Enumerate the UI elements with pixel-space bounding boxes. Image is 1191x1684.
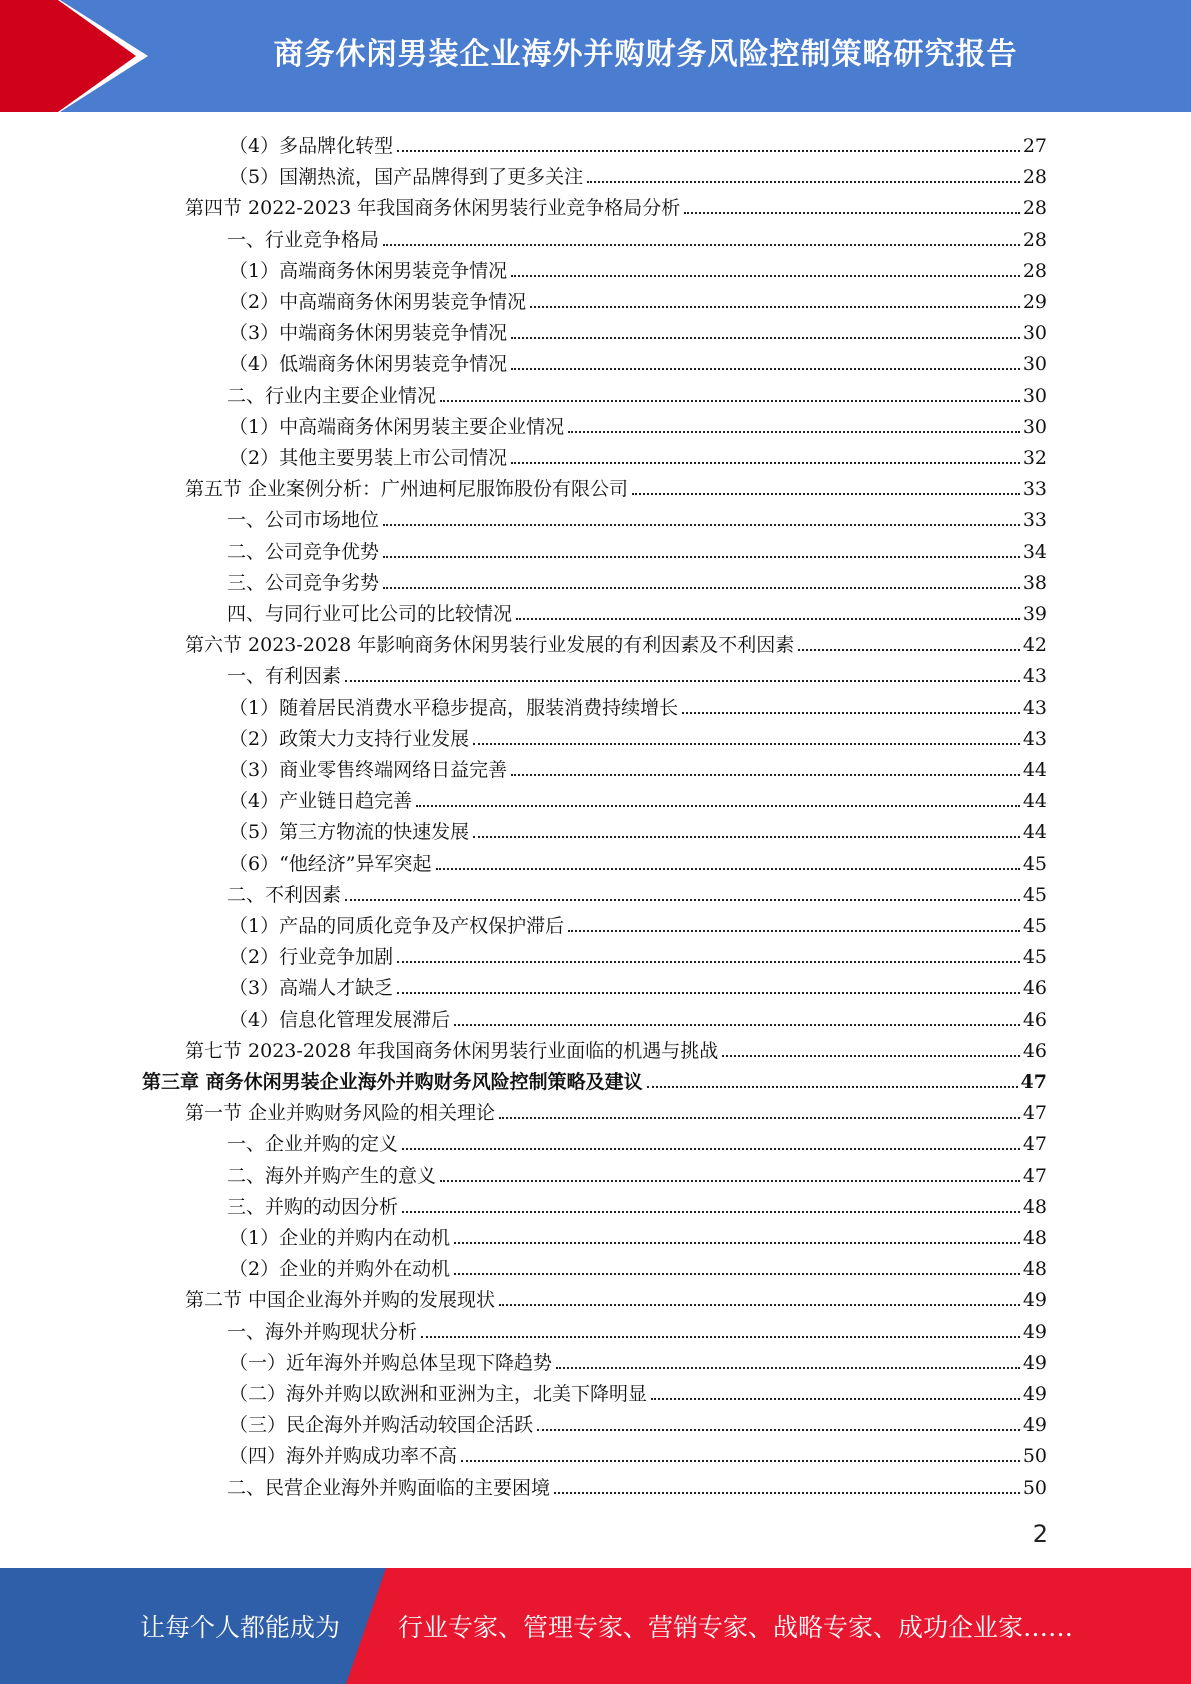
toc-entry-page: 33 [1022, 509, 1047, 532]
toc-leader-dots [511, 275, 1020, 277]
toc-entry-label: （2）企业的并购外在动机 [229, 1258, 451, 1281]
toc-entry-label: （6）“他经济”异军突起 [229, 852, 432, 875]
toc-leader-dots [722, 1055, 1020, 1057]
toc-leader-dots [537, 1429, 1020, 1431]
toc-entry-label: 第二节 中国企业海外并购的发展现状 [185, 1289, 496, 1312]
report-title: 商务休闲男装企业海外并购财务风险控制策略研究报告 [273, 37, 1018, 72]
toc-entry-page: 30 [1022, 353, 1047, 376]
toc-entry-page: 27 [1022, 135, 1047, 157]
toc-leader-dots [798, 649, 1020, 651]
toc-entry-page: 43 [1022, 696, 1047, 719]
toc-entry[interactable] [229, 1000, 1047, 1031]
toc-entry-page: 49 [1022, 1320, 1047, 1343]
toc-entry-label: 一、海外并购现状分析 [227, 1320, 418, 1343]
toc-entry-page: 39 [1022, 603, 1047, 625]
toc-entry-label: （1）中高端商务休闲男装主要企业情况 [229, 415, 565, 438]
toc-entry-label: （4）低端商务休闲男装竞争情况 [229, 353, 508, 376]
toc-leader-dots [397, 992, 1020, 994]
toc-entry[interactable] [227, 500, 1047, 531]
toc-leader-dots [651, 1398, 1020, 1400]
toc-entry-page: 43 [1022, 727, 1047, 750]
toc-entry-label: 第四节 2022-2023 年我国商务休闲男装行业竞争格局分析 [185, 197, 681, 220]
toc-leader-dots [473, 836, 1020, 838]
toc-entry-page: 50 [1022, 1476, 1047, 1499]
toc-entry-page: 34 [1022, 540, 1047, 563]
toc-leader-dots [440, 1180, 1020, 1182]
toc-entry[interactable] [229, 282, 1047, 313]
toc-leader-dots [345, 899, 1020, 901]
toc-entry[interactable] [185, 1280, 1047, 1311]
toc-leader-dots [383, 587, 1020, 589]
toc-entry-label: （二）海外并购以欧洲和亚洲为主，北美下降明显 [229, 1383, 648, 1405]
toc-entry-page: 28 [1022, 259, 1047, 282]
toc-entry-label: 二、民营企业海外并购面临的主要困境 [227, 1476, 551, 1499]
toc-entry-page: 44 [1022, 790, 1047, 813]
toc-entry-label: （2）行业竞争加剧 [229, 946, 394, 969]
toc-entry-page: 42 [1022, 634, 1047, 657]
toc-leader-dots [511, 337, 1020, 339]
toc-entry-page: 48 [1022, 1195, 1047, 1218]
toc-entry-page: 49 [1022, 1351, 1047, 1374]
toc-entry-label: 第一节 企业并购财务风险的相关理论 [185, 1102, 496, 1125]
toc-leader-dots [554, 1492, 1020, 1494]
toc-leader-dots [461, 1460, 1020, 1462]
toc-entry-page: 47 [1022, 1133, 1047, 1156]
toc-entry-label: 二、海外并购产生的意义 [227, 1164, 437, 1187]
toc-entry-label: 三、公司竞争劣势 [227, 571, 380, 594]
toc-entry-label: （四）海外并购成功率不高 [229, 1445, 458, 1468]
toc-entry[interactable] [229, 688, 1047, 719]
toc-leader-dots [383, 556, 1020, 558]
toc-entry-page: 50 [1022, 1445, 1047, 1468]
toc-entry[interactable] [229, 251, 1047, 282]
toc-entry[interactable] [229, 157, 1047, 188]
toc-entry-page: 48 [1022, 1258, 1047, 1281]
toc-leader-dots [454, 1273, 1020, 1275]
toc-entry-label: （5）国潮热流，国产品牌得到了更多关注 [229, 166, 584, 189]
toc-entry-label: （1）产品的同质化竞争及产权保护滞后 [229, 915, 565, 937]
toc-leader-dots [511, 774, 1020, 776]
toc-entry[interactable] [229, 1343, 1047, 1374]
toc-leader-dots [383, 524, 1020, 526]
toc-entry[interactable] [229, 719, 1047, 750]
toc-leader-dots [383, 244, 1020, 246]
toc-entry[interactable] [185, 188, 1047, 219]
toc-entry[interactable] [227, 376, 1047, 407]
toc-leader-dots [568, 930, 1020, 932]
toc-entry[interactable] [229, 1374, 1047, 1405]
toc-entry-label: （3）中端商务休闲男装竞争情况 [229, 322, 508, 345]
toc-entry[interactable] [229, 313, 1047, 344]
toc-leader-dots [499, 1304, 1020, 1306]
toc-entry-label: （3）商业零售终端网络日益完善 [229, 759, 508, 781]
toc-leader-dots [454, 1242, 1020, 1244]
toc-entry-label: （1）随着居民消费水平稳步提高，服装消费持续增长 [229, 696, 679, 719]
toc-entry-label: （2）政策大力支持行业发展 [229, 727, 470, 750]
toc-entry-page: 33 [1022, 478, 1047, 501]
toc-entry[interactable] [227, 1187, 1047, 1218]
toc-leader-dots [473, 743, 1020, 745]
toc-entry[interactable] [227, 532, 1047, 563]
toc-entry-page: 45 [1022, 883, 1047, 906]
toc-entry-label: （2）中高端商务休闲男装竞争情况 [229, 291, 527, 313]
toc-entry-label: （三）民企海外并购活动较国企活跃 [229, 1414, 534, 1437]
toc-entry[interactable] [229, 968, 1047, 999]
toc-entry-page: 45 [1022, 946, 1047, 969]
toc-entry-label: （3）高端人才缺乏 [229, 977, 394, 1000]
toc-entry[interactable] [185, 1031, 1047, 1062]
toc-entry-page: 29 [1022, 291, 1047, 313]
toc-entry-label: （5）第三方物流的快速发展 [229, 821, 470, 844]
page-number: 2 [1032, 1520, 1048, 1548]
toc-entry[interactable] [229, 844, 1047, 875]
toc-entry-page: 30 [1022, 322, 1047, 345]
toc-leader-dots [397, 961, 1020, 963]
toc-entry-page: 28 [1022, 228, 1047, 251]
toc-entry-label: 二、不利因素 [227, 883, 342, 906]
toc-entry-label: （1）企业的并购内在动机 [229, 1227, 451, 1249]
toc-entry[interactable] [229, 1249, 1047, 1280]
toc-entry-page: 28 [1022, 166, 1047, 189]
toc-entry-label: 第三章 商务休闲男装企业海外并购财务风险控制策略及建议 [142, 1071, 643, 1093]
toc-entry-page: 47 [1022, 1102, 1047, 1125]
toc-leader-dots [436, 868, 1020, 870]
toc-entry-label: （4）多品牌化转型 [229, 135, 394, 157]
toc-entry-page: 28 [1022, 197, 1047, 220]
toc-entry-page: 48 [1022, 1227, 1047, 1249]
toc-entry-label: （2）其他主要男装上市公司情况 [229, 447, 508, 469]
toc-entry-page: 49 [1022, 1289, 1047, 1312]
toc-entry-label: （4）信息化管理发展滞后 [229, 1008, 451, 1031]
toc-leader-dots [416, 805, 1020, 807]
toc-entry-page: 45 [1022, 915, 1047, 937]
toc-entry-page: 46 [1022, 1008, 1047, 1031]
toc-entry-page: 46 [1022, 1039, 1047, 1062]
toc-entry-label: 二、公司竞争优势 [227, 540, 380, 563]
toc-entry[interactable] [227, 1124, 1047, 1155]
toc-leader-dots [511, 462, 1020, 464]
toc-leader-dots [587, 181, 1020, 183]
toc-entry[interactable] [229, 1218, 1047, 1249]
toc-entry[interactable] [229, 906, 1047, 937]
toc-leader-dots [684, 212, 1020, 214]
toc-entry[interactable] [185, 469, 1047, 500]
toc-entry-page: 46 [1022, 977, 1047, 1000]
toc-entry-page: 43 [1022, 665, 1047, 688]
toc-leader-dots [499, 1117, 1020, 1119]
toc-entry-label: （1）高端商务休闲男装竞争情况 [229, 259, 508, 282]
toc-leader-dots [402, 1211, 1020, 1213]
toc-entry-label: （一）近年海外并购总体呈现下降趋势 [229, 1351, 553, 1374]
toc-entry[interactable] [142, 1062, 1047, 1093]
toc-leader-dots [632, 493, 1020, 495]
toc-entry[interactable] [227, 1156, 1047, 1187]
page-footer [0, 1568, 1191, 1684]
toc-entry[interactable] [229, 344, 1047, 375]
toc-entry[interactable] [227, 594, 1047, 625]
toc-entry-page: 44 [1022, 759, 1047, 781]
toc-entry[interactable] [229, 126, 1047, 157]
toc-entry[interactable] [227, 656, 1047, 687]
toc-entry-page: 47 [1022, 1164, 1047, 1187]
toc-entry-label: 第六节 2023-2028 年影响商务休闲男装行业发展的有利因素及不利因素 [185, 634, 795, 657]
toc-entry-label: 第七节 2023-2028 年我国商务休闲男装行业面临的机遇与挑战 [185, 1039, 719, 1062]
toc-leader-dots [682, 712, 1020, 714]
toc-entry-label: 一、有利因素 [227, 665, 342, 688]
toc-entry-page: 45 [1022, 852, 1047, 875]
toc-leader-dots [345, 680, 1020, 682]
toc-entry[interactable] [185, 1093, 1047, 1124]
toc-entry-page: 44 [1022, 821, 1047, 844]
toc-entry[interactable] [227, 875, 1047, 906]
toc-entry-page: 38 [1022, 571, 1047, 594]
chevron-arrow-icon [0, 0, 160, 112]
toc-entry-label: 一、行业竞争格局 [227, 228, 380, 251]
toc-entry-page: 47 [1020, 1071, 1047, 1093]
toc-entry[interactable] [229, 407, 1047, 438]
toc-entry[interactable] [229, 1405, 1047, 1436]
toc-entry-label: 四、与同行业可比公司的比较情况 [227, 603, 513, 625]
toc-entry[interactable] [229, 1436, 1047, 1467]
toc-entry[interactable] [229, 781, 1047, 812]
toc-entry[interactable] [227, 563, 1047, 594]
toc-entry[interactable] [229, 750, 1047, 781]
page-header [0, 0, 1191, 112]
toc-entry[interactable] [227, 1312, 1047, 1343]
toc-entry-label: 第五节 企业案例分析：广州迪柯尼服饰股份有限公司 [185, 478, 629, 501]
toc-leader-dots [440, 400, 1020, 402]
toc-entry-page: 30 [1022, 415, 1047, 438]
toc-entry[interactable] [229, 812, 1047, 843]
toc-leader-dots [397, 150, 1020, 152]
toc-entry-label: （4）产业链日趋完善 [229, 790, 413, 813]
footer-slogan-right: 行业专家、管理专家、营销专家、战略专家、成功企业家…… [398, 1613, 1074, 1642]
toc-entry-page: 32 [1022, 447, 1047, 469]
toc-entry-label: 二、行业内主要企业情况 [227, 384, 437, 407]
toc-leader-dots [516, 618, 1020, 620]
toc-entry-page: 49 [1022, 1414, 1047, 1437]
toc-entry[interactable] [229, 438, 1047, 469]
toc-leader-dots [511, 368, 1020, 370]
toc-leader-dots [421, 1336, 1020, 1338]
toc-leader-dots [402, 1148, 1020, 1150]
footer-slogan-left: 让每个人都能成为 [140, 1613, 341, 1642]
toc-entry-label: 一、公司市场地位 [227, 509, 380, 532]
toc-leader-dots [568, 431, 1020, 433]
toc-entry[interactable] [229, 937, 1047, 968]
toc-entry-label: 三、并购的动因分析 [227, 1195, 399, 1218]
toc-entry[interactable] [185, 625, 1047, 656]
toc-entry-label: 一、企业并购的定义 [227, 1133, 399, 1156]
toc-entry-page: 49 [1022, 1383, 1047, 1405]
toc-leader-dots [454, 1024, 1020, 1026]
toc-leader-dots [647, 1086, 1018, 1088]
toc-entry[interactable] [227, 1468, 1047, 1499]
toc-entry[interactable] [227, 220, 1047, 251]
toc-leader-dots [556, 1367, 1020, 1369]
toc-entry-page: 30 [1022, 384, 1047, 407]
toc-leader-dots [530, 306, 1020, 308]
